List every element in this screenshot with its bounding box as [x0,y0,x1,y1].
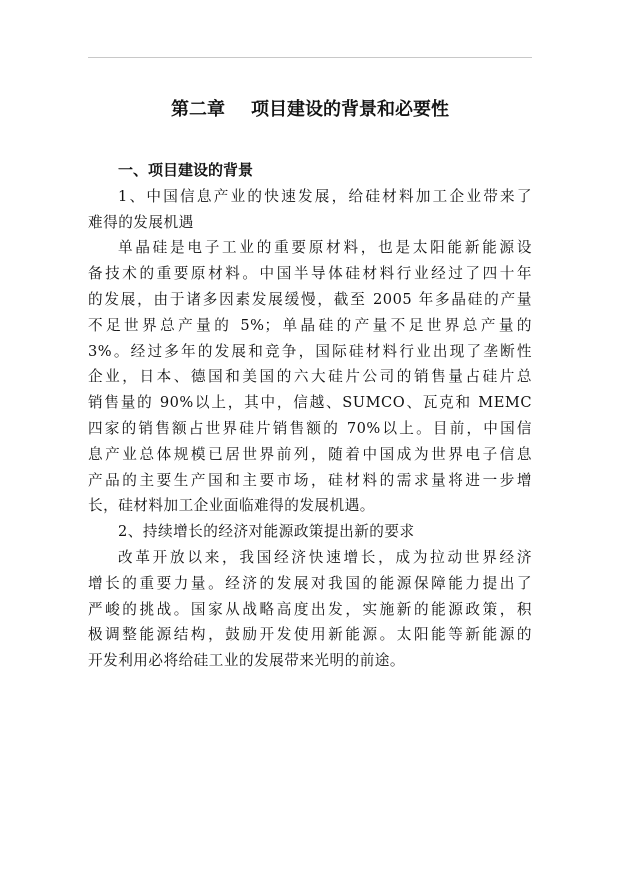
paragraph-line: 严峻的挑战。国家从战略高度出发，实施新的能源政策，积 [88,600,532,618]
paragraph-2 [88,545,532,674]
paragraph-1 [88,235,532,519]
paragraph-line: 四家的销售额占世界硅片销售额的 70%以上。目前，中国信 [88,419,532,437]
subsection-1-line: 难得的发展机遇 [88,213,194,231]
section-heading: 一、项目建设的背景 [118,161,254,179]
paragraph-line: 产品的主要生产国和主要市场，硅材料的需求量将进一步增 [88,471,532,489]
header-rule [88,57,532,58]
document-body [88,158,532,674]
chapter-title-text: 项目建设的背景和必要性 [251,99,449,120]
paragraph-line: 企业，日本、德国和美国的六大硅片公司的销售量占硅片总 [88,368,532,386]
subsection-heading-1 [88,184,532,236]
paragraph-line: 的发展，由于诸多因素发展缓慢，截至 2005 年多晶硅的产量 [88,290,532,308]
paragraph-line: 备技术的重要原材料。中国半导体硅材料行业经过了四十年 [88,265,532,283]
paragraph-line: 长，硅材料加工企业面临难得的发展机遇。 [88,497,375,515]
paragraph-line: 极调整能源结构，鼓励开发使用新能源。太阳能等新能源的 [88,626,532,644]
paragraph-line: 息产业总体规模已居世界前列，随着中国成为世界电子信息 [88,445,532,463]
paragraph-line: 开发利用必将给硅工业的发展带来光明的前途。 [88,652,405,670]
paragraph-line: 销售量的 90%以上，其中，信越、SUMCO、瓦克和 MEMC [88,394,532,412]
paragraph-line: 改革开放以来，我国经济快速增长，成为拉动世界经济 [118,548,532,566]
paragraph-line: 单晶硅是电子工业的重要原材料，也是太阳能新能源设 [118,239,532,257]
subsection-2-line: 2、持续增长的经济对能源政策提出新的要求 [118,523,415,541]
chapter-number: 第二章 [171,99,225,120]
paragraph-line: 3%。经过多年的发展和竞争，国际硅材料行业出现了垄断性 [88,342,532,360]
subsection-1-line: 1、中国信息产业的快速发展，给硅材料加工企业带来了 [118,187,532,205]
chapter-title [88,95,532,121]
paragraph-line: 增长的重要力量。经济的发展对我国的能源保障能力提出了 [88,574,532,592]
subsection-heading-2 [88,519,532,545]
paragraph-line: 不足世界总产量的 5%；单晶硅的产量不足世界总产量的 [88,316,532,334]
